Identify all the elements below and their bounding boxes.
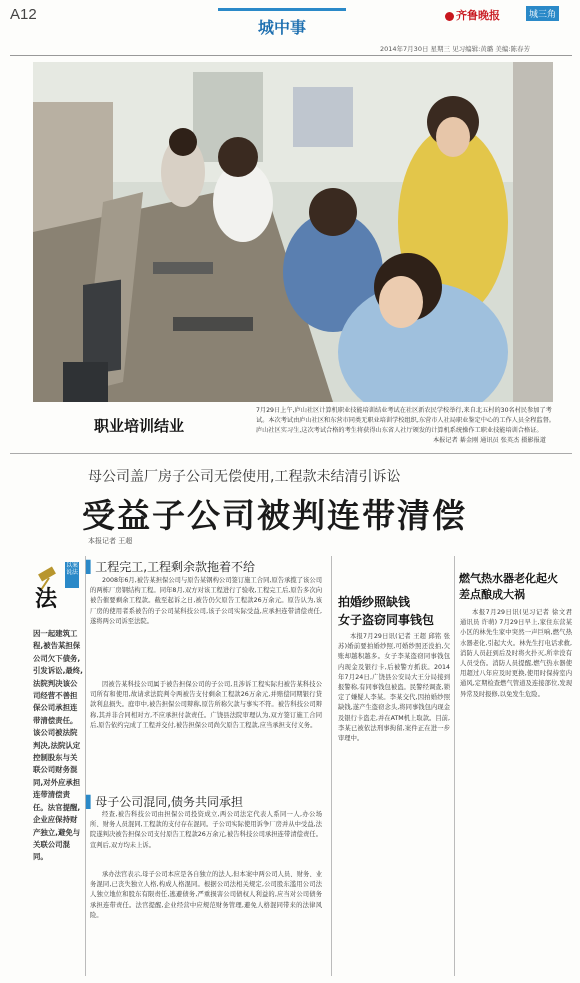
- article-body-part-1: 2008年6月,被告某担保公司与原告某钢构公司签订施工合同,原告承揽了该公司的两栋厂房钢结构工程。同年8月,双方对该工程进行了验收,工程完工后,原告多次向被告催要剩余工程款。截至起诉之日,被告仍欠原告工程款26万余元。原告认为,该厂房的使用者系被告的子公司某科技公司,该子公司实际受益,应承担连带清偿责任,遂将两公司诉至法院。: [90, 577, 322, 625]
- column-divider-1: [85, 556, 86, 976]
- photo-title: 职业培训结业: [94, 417, 185, 435]
- right-story-title: 燃气热水器老化起火 差点酿成大祸: [459, 572, 558, 601]
- article-body-part-4: 承办法官表示,母子公司本应是各自独立的法人,但本案中两公司人员、财务、业务混同,已丧失独立人格,构成人格混同。根据公司法相关规定,公司股东滥用公司法人独立地位和股东有限责任,逃避债务,严重损害公司债权人利益的,应当对公司债务承担连带责任。法官提醒,企业经营中应规范财务管理,避免人格混同带来的法律风险。: [90, 871, 322, 919]
- brand-edition-tag: 城三角: [526, 6, 559, 21]
- law-sidebar-summary: 因一起建筑工程,被告某担保公司欠下债务,引发诉讼,最终,法院判决该公司经营不善担保公司承担连带清偿责任。该公司被法院判决,法院认定控制股东与关联公司财务混同,对外应承担连带清偿责任。法官提醒,企业应保持财产独立,避免与关联公司混同。: [33, 629, 83, 862]
- article-byline: 本报记者 王超: [88, 537, 133, 545]
- news-photo: [33, 62, 553, 402]
- law-tag: 以案说法: [66, 562, 79, 576]
- photo-caption-text: 7月29日上午,庐山社区计算机职业技能培训结业考试在社区新农民学校举行,来自北五村的30名村民参加了考试。本次考试由庐山社区和东营市同类无职业培训学校组织,东营市人社局职业鉴定中心的工作人员全程监督。庐山社区实习生,这次考试合格的考生将获得山东省人社厅颁发的计算机系统操作工职业技能培训合格证。: [256, 407, 555, 434]
- photo-byline: 本报记者 綦金刚 通讯员 张英杰 摄影报道: [432, 437, 546, 444]
- subhead-marker-icon-2: ▌: [86, 795, 96, 809]
- right-story-body: 本报7月29日讯(见习记者 徐文君 通讯员 许萌) 7月29日早上,家住东营某小区的林先生家中突然一声巨响,燃气热水器老化,引起大火。林先生打电话求救,消防人员赶到后及时将火扑灭,所幸没有人员受伤。消防人员提醒,燃气热水器使用超过八年应及时更换,使用时保持室内通风,定期检查燃气管道及连接部位,发现异常及时报修,以免发生危险。: [460, 609, 572, 698]
- brand-name: 齐鲁晚报: [456, 9, 500, 22]
- subhead-marker-icon: ▌: [86, 560, 96, 574]
- subhead-2-text: 母子公司混同,债务共同承担: [95, 795, 244, 809]
- mid-story-title-1: 拍婚纱照缺钱: [338, 595, 411, 609]
- article-body-part-3: 经查,被告科技公司由担保公司投资成立,两公司法定代表人系同一人,办公场所、财务人员混同,工程款的支付存在混同。子公司实际使用诉争厂房并从中受益,法院遂判决被告担保公司支付原告工程款26万余元,被告科技公司承担连带清偿责任。宣判后,双方均未上诉。: [90, 811, 322, 849]
- article-headline: 受益子公司被判连带清偿: [82, 496, 467, 535]
- date-line: 2014年7月30日 星期三 见习编辑:黄璐 美编:陈春芳: [380, 45, 531, 53]
- classroom-photo-illustration: [33, 62, 553, 402]
- header-divider: [10, 55, 572, 56]
- mid-story-body: 本报7月29日讯(记者 王超 邱铭 张苏)婚前要拍婚纱照,可婚纱照还没拍,欠账却越积越多。女子李某盗窃同事钱包内现金及银行卡,后被警方抓获。2014年7月24日,广饶县公安局大王分局接到报警称,有同事钱包被盗。民警经调查,锁定了嫌疑人李某。李某交代,因拍婚纱照缺钱,遂产生盗窃念头,将同事钱包内现金及银行卡盗走,并在ATM机上取款。目前,李某已被依法刑事拘留,案件正在进一步审理中。: [338, 633, 450, 743]
- article-subhead-1: [86, 558, 255, 575]
- article-body-part-2: 因被告某科技公司属于被告担保公司的子公司,且涉诉工程实际归被告某科技公司所有和使用,故请求法院判令两被告支付剩余工程款26万余元,并赔偿同期银行贷款利息损失。庭审中,被告担保公司辩称,原告所称欠款与事实不符。被告科技公司辩称,其并非合同相对方,不应承担付款责任。广饶县法院审理认为,双方签订施工合同后,原告依约完成了工程并交付,被告担保公司尚欠原告工程款,应当承担支付义务。: [90, 681, 322, 729]
- page-number: A12: [10, 6, 37, 23]
- column-divider-2: [331, 556, 332, 976]
- subhead-1-text: 工程完工,工程剩余款拖着不给: [95, 560, 256, 574]
- section-divider: [10, 453, 572, 454]
- mid-story-title-2: 女子盗窃同事钱包: [338, 613, 435, 627]
- section-title: 城中事: [218, 8, 346, 36]
- article-subhead-2: [86, 793, 243, 810]
- law-column-badge: [35, 560, 81, 612]
- column-divider-3: [454, 556, 455, 976]
- page-header: [0, 0, 580, 53]
- brand-logo: [445, 7, 500, 23]
- brand-mark-icon: [445, 12, 454, 21]
- photo-caption: [256, 406, 556, 446]
- law-label: 法: [35, 587, 58, 612]
- article-kicker: 母公司盖厂房子公司无偿使用,工程款未结清引诉讼: [88, 469, 401, 485]
